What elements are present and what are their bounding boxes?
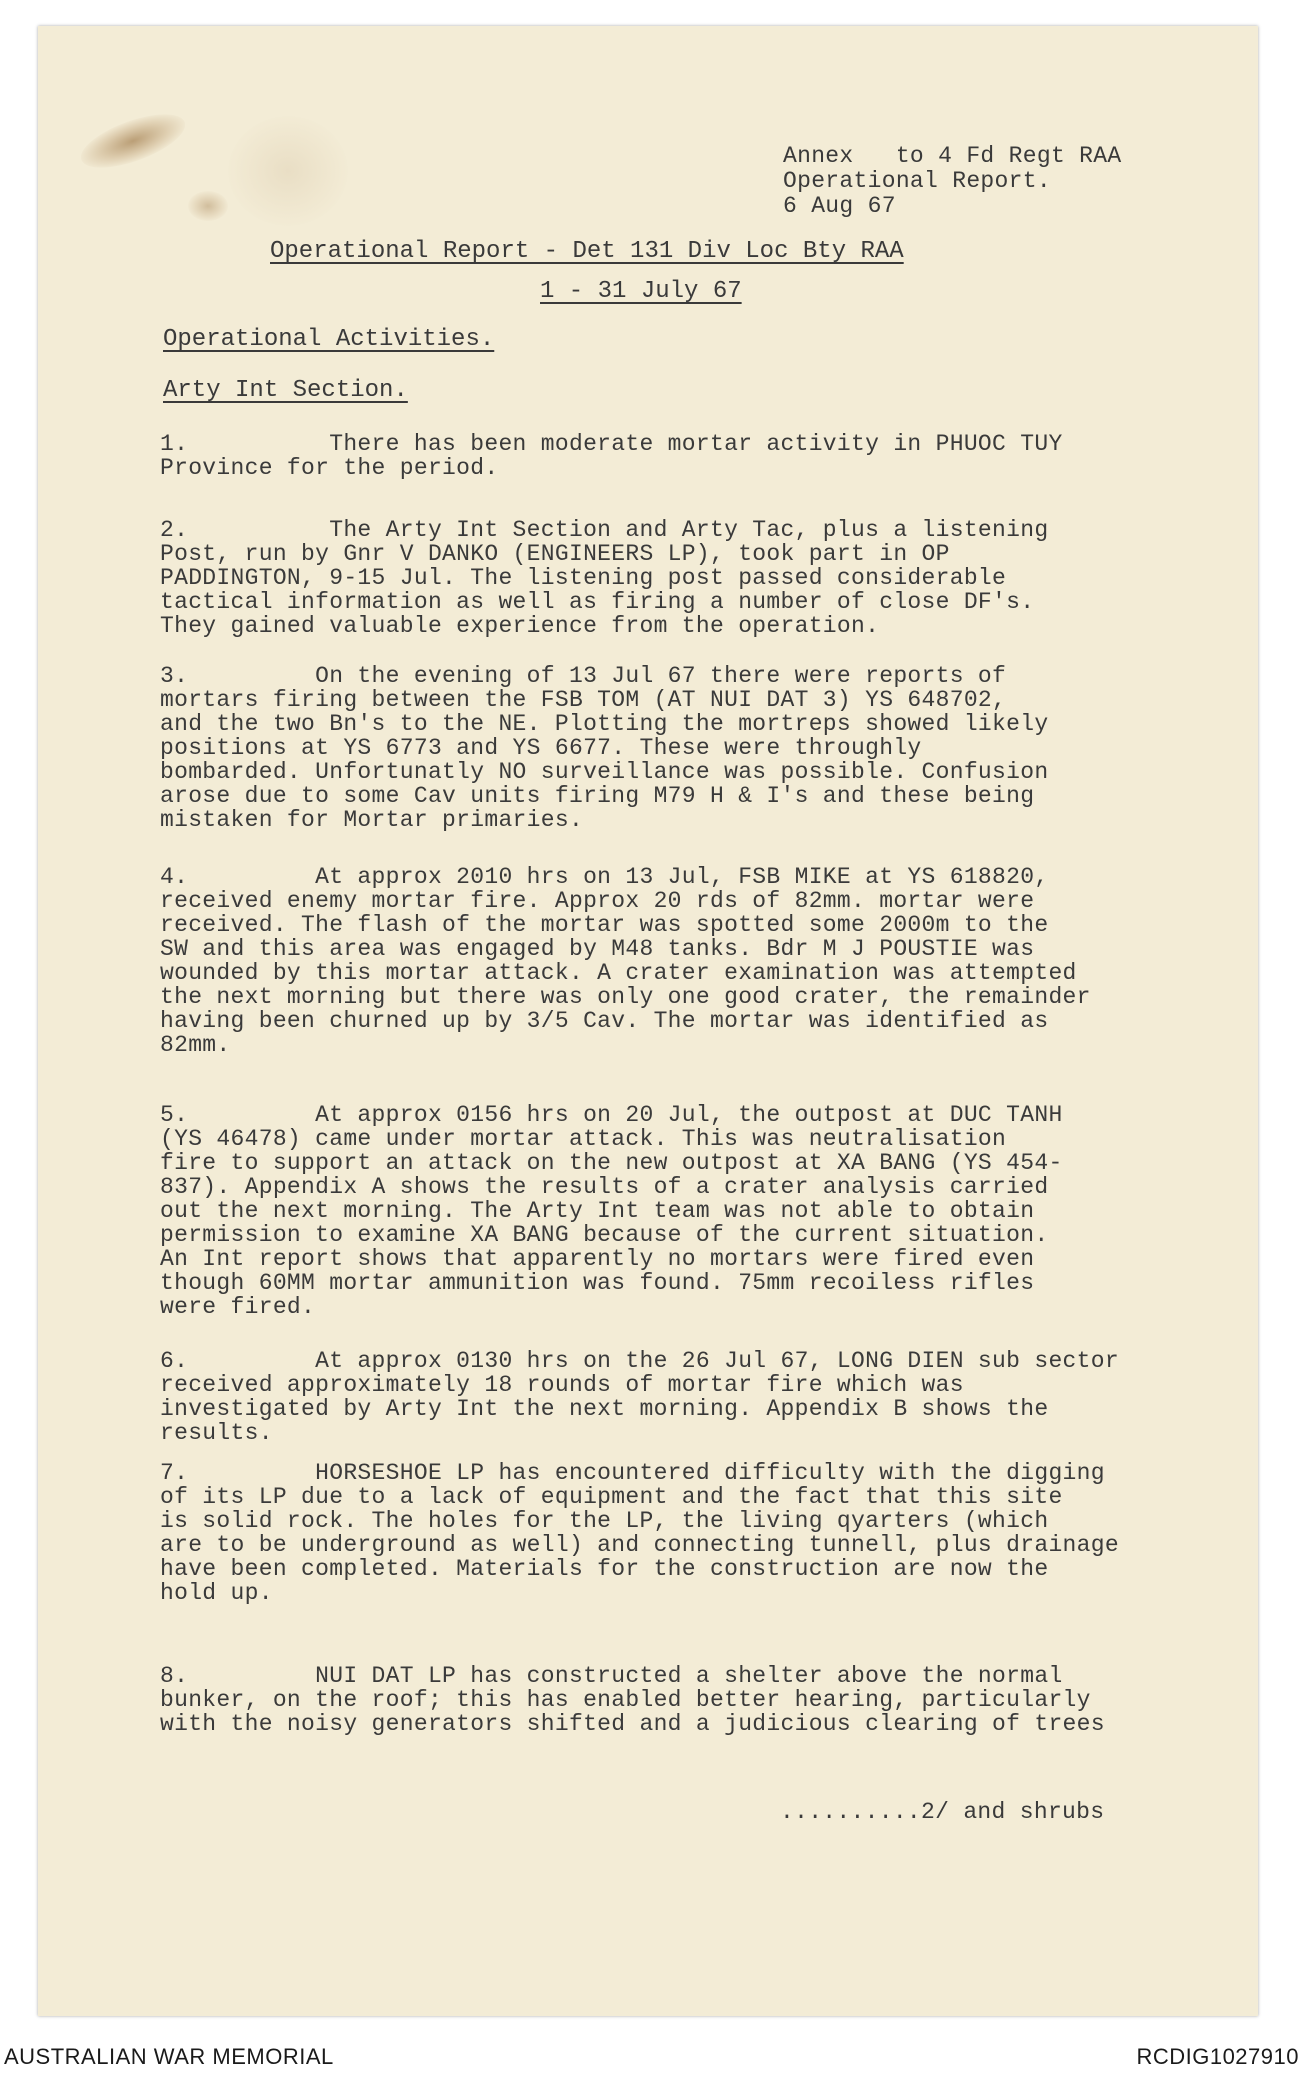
- paragraph-2-line: tactical information as well as firing a number of close DF's.: [160, 589, 1035, 615]
- paragraph-6-line: 6. At approx 0130 hrs on the 26 Jul 67, LONG DIEN sub sector: [160, 1348, 1119, 1374]
- footer-institution: AUSTRALIAN WAR MEMORIAL: [4, 2044, 334, 2069]
- paragraph-8-line: bunker, on the roof; this has enabled better hearing, particularly: [160, 1687, 1091, 1713]
- paragraph-3-line: positions at YS 6773 and YS 6677. These were throughly: [160, 735, 922, 761]
- paragraph-3-line: mortars firing between the FSB TOM (AT NUI DAT 3) YS 648702,: [160, 687, 1007, 713]
- paragraph-7-line: are to be underground as well) and connecting tunnell, plus drainage: [160, 1532, 1119, 1558]
- paragraph-1-line: 1. There has been moderate mortar activity in PHUOC TUY: [160, 431, 1063, 457]
- paragraph-4-line: wounded by this mortar attack. A crater examination was attempted: [160, 960, 1077, 986]
- paragraph-4-line: 82mm.: [160, 1032, 231, 1058]
- section-heading: Operational Activities.: [163, 326, 495, 353]
- report-period: 1 - 31 July 67: [540, 278, 742, 305]
- paragraph-3-line: mistaken for Mortar primaries.: [160, 807, 584, 833]
- paragraph-7-line: is solid rock. The holes for the LP, the living qyarters (which: [160, 1508, 1049, 1534]
- paragraph-5-line: though 60MM mortar ammunition was found. 75mm recoiless rifles: [160, 1270, 1035, 1296]
- paragraph-7-line: have been completed. Materials for the construction are now the: [160, 1556, 1049, 1582]
- paragraph-3-line: bombarded. Unfortunatly NO surveillance was possible. Confusion: [160, 759, 1049, 785]
- stain-mark: [74, 103, 191, 178]
- paragraph-3-line: and the two Bn's to the NE. Plotting the mortreps showed likely: [160, 711, 1049, 737]
- paragraph-7-line: 7. HORSESHOE LP has encountered difficulty with the digging: [160, 1460, 1105, 1486]
- annex-line: Operational Report.: [783, 168, 1051, 194]
- paragraph-4-line: having been churned up by 3/5 Cav. The mortar was identified as: [160, 1008, 1049, 1034]
- archive-footer: [0, 2034, 1307, 2082]
- annex-line: Annex to 4 Fd Regt RAA: [783, 143, 1122, 169]
- paragraph-3-line: arose due to some Cav units firing M79 H & I's and these being: [160, 783, 1035, 809]
- paragraph-2-line: Post, run by Gnr V DANKO (ENGINEERS LP), took part in OP: [160, 541, 950, 567]
- paragraph-5-line: An Int report shows that apparently no mortars were fired even: [160, 1246, 1035, 1272]
- subsection-heading: Arty Int Section.: [163, 377, 408, 404]
- paragraph-6-line: results.: [160, 1420, 273, 1446]
- paragraph-5-line: 837). Appendix A shows the results of a crater analysis carried: [160, 1174, 1049, 1200]
- paragraph-5-line: permission to examine XA BANG because of the current situation.: [160, 1222, 1049, 1248]
- stain-mark: [188, 191, 228, 221]
- paragraph-4-line: SW and this area was engaged by M48 tanks. Bdr M J POUSTIE was: [160, 936, 1035, 962]
- paragraph-8-line: 8. NUI DAT LP has constructed a shelter above the normal: [160, 1663, 1063, 1689]
- paragraph-8-line: with the noisy generators shifted and a judicious clearing of trees: [160, 1711, 1105, 1737]
- paragraph-2-line: PADDINGTON, 9-15 Jul. The listening post passed considerable: [160, 565, 1007, 591]
- paragraph-5-line: 5. At approx 0156 hrs on 20 Jul, the outpost at DUC TANH: [160, 1102, 1063, 1128]
- paragraph-7-line: of its LP due to a lack of equipment and the fact that this site: [160, 1484, 1063, 1510]
- paragraph-5-line: fire to support an attack on the new outpost at XA BANG (YS 454-: [160, 1150, 1063, 1176]
- paragraph-5-line: (YS 46478) came under mortar attack. This was neutralisation: [160, 1126, 1007, 1152]
- footer-record-id: RCDIG1027910: [1136, 2044, 1299, 2069]
- paragraph-6-line: received approximately 18 rounds of mortar fire which was: [160, 1372, 964, 1398]
- paragraph-1-line: Province for the period.: [160, 455, 499, 481]
- paragraph-4-line: the next morning but there was only one good crater, the remainder: [160, 984, 1091, 1010]
- paragraph-5-line: were fired.: [160, 1294, 316, 1320]
- paragraph-6-line: investigated by Arty Int the next morning. Appendix B shows the: [160, 1396, 1049, 1422]
- report-title: Operational Report - Det 131 Div Loc Bty RAA: [270, 238, 904, 265]
- paragraph-2-line: They gained valuable experience from the operation.: [160, 613, 880, 639]
- paragraph-4-line: 4. At approx 2010 hrs on 13 Jul, FSB MIKE at YS 618820,: [160, 864, 1049, 890]
- paragraph-3-line: 3. On the evening of 13 Jul 67 there were reports of: [160, 663, 1007, 689]
- paragraph-7-line: hold up.: [160, 1580, 273, 1606]
- annex-line: 6 Aug 67: [783, 193, 896, 219]
- stain-mark: [228, 116, 348, 226]
- paragraph-5-line: out the next morning. The Arty Int team was not able to obtain: [160, 1198, 1035, 1224]
- paragraph-4-line: received. The flash of the mortar was spotted some 2000m to the: [160, 912, 1049, 938]
- paragraph-4-line: received enemy mortar fire. Approx 20 rds of 82mm. mortar were: [160, 888, 1035, 914]
- continuation-note: ..........2/ and shrubs: [780, 1799, 1105, 1825]
- paragraph-2-line: 2. The Arty Int Section and Arty Tac, plus a listening: [160, 517, 1049, 543]
